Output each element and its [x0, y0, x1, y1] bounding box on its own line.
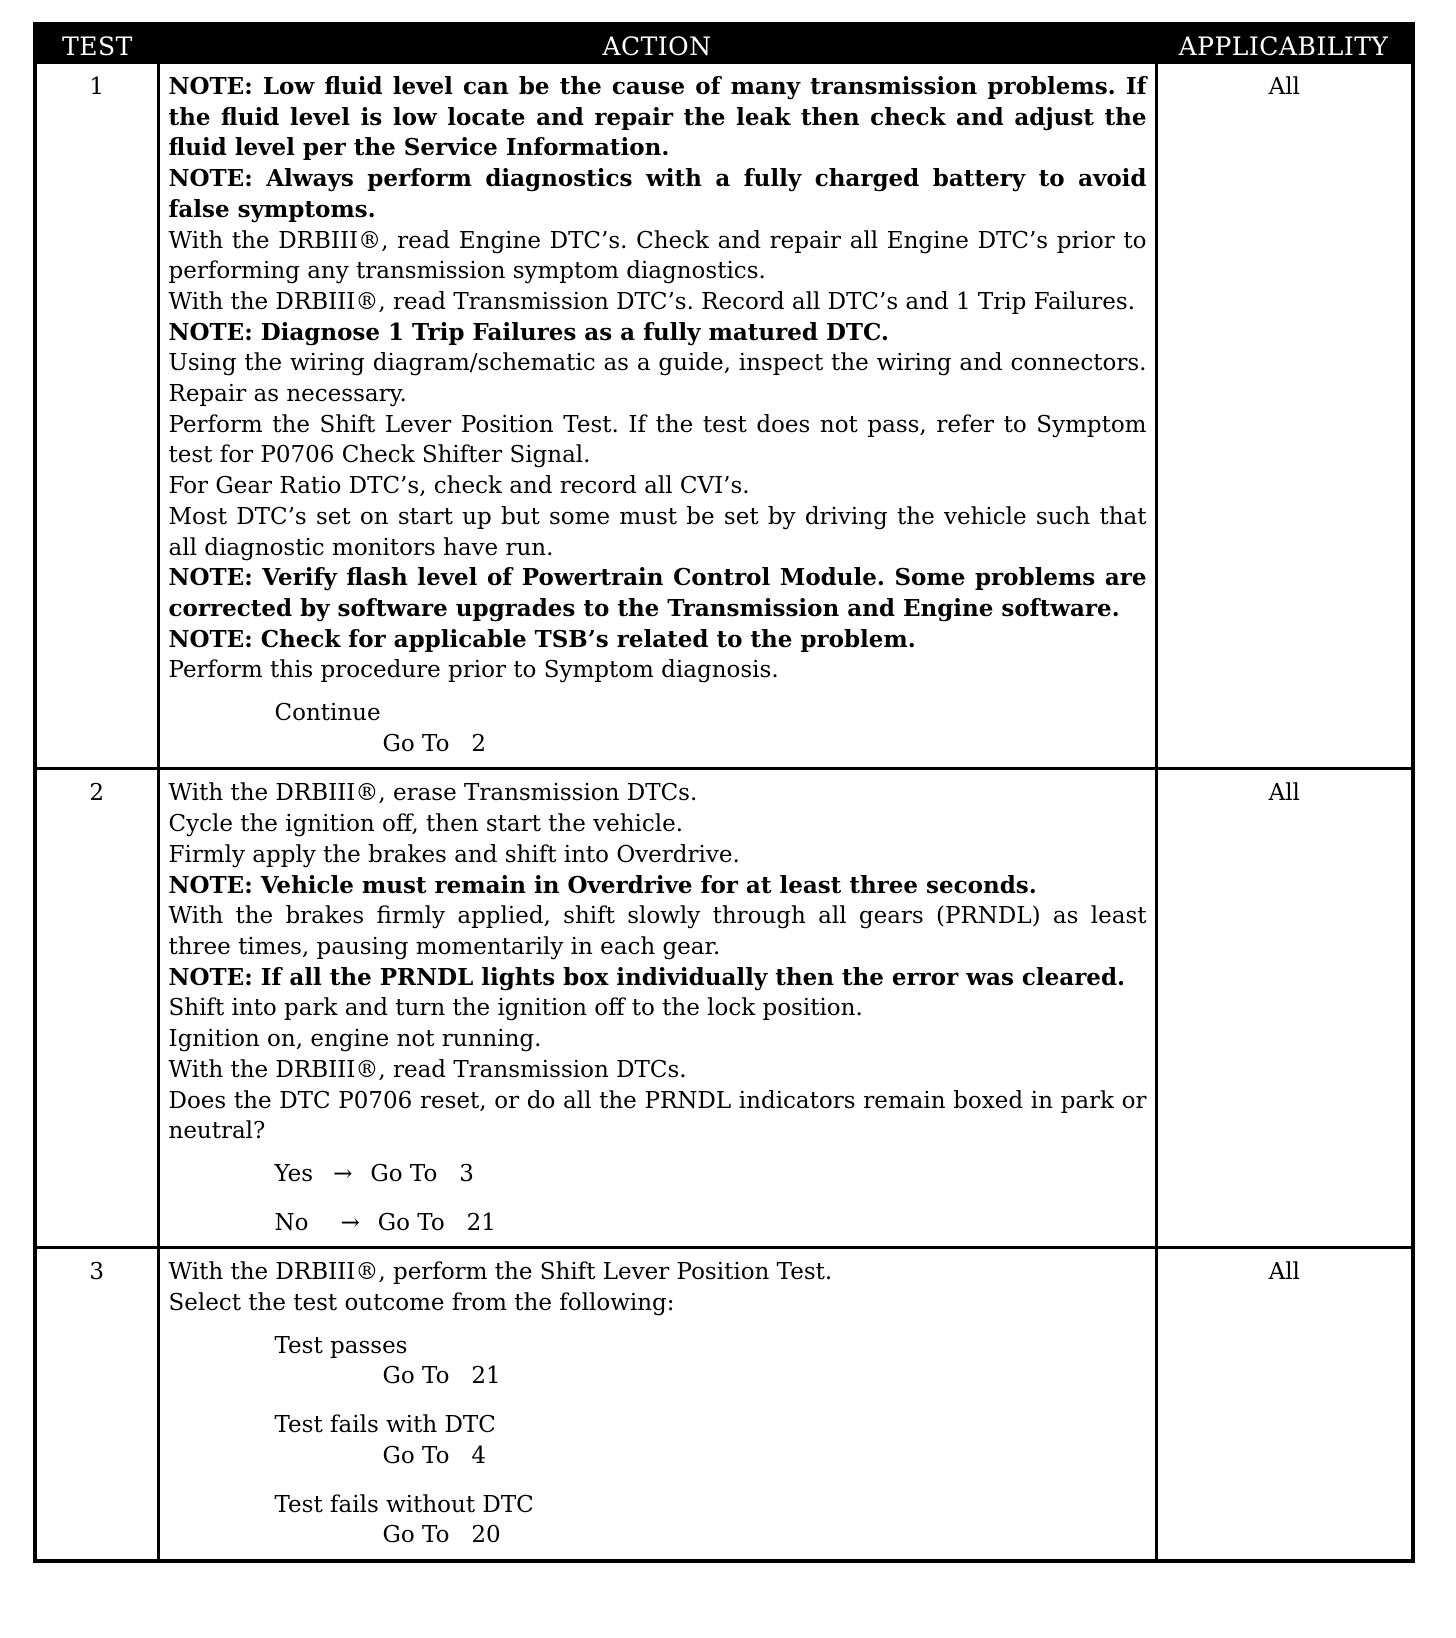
header-test: TEST — [35, 24, 158, 64]
goto-link[interactable]: Go To 4 — [382, 1442, 486, 1469]
action-line: For Gear Ratio DTC’s, check and record all CVI’s. — [168, 473, 750, 500]
outcome-item — [275, 1490, 1147, 1551]
outcome-label: Test fails without DTC — [274, 1491, 534, 1518]
action-line: Cycle the ignition off, then start the vehicle. — [168, 811, 684, 838]
test-number: 3 — [35, 1248, 158, 1561]
outcome-item — [275, 1331, 1147, 1392]
outcome-list — [169, 1331, 1147, 1551]
right-arrow-icon: → — [333, 1160, 353, 1187]
outcome-item — [275, 698, 1147, 759]
action-line: NOTE: If all the PRNDL lights box individually then the error was cleared. — [168, 963, 1126, 991]
action-line: NOTE: Verify flash level of Powertrain Control Module. Some problems are corrected by software upgrades to the Transmission and Engine software. — [168, 564, 1147, 622]
yes-no-list — [169, 1159, 1147, 1238]
action-line: With the brakes firmly applied, shift slowly through all gears (PRNDL) as least three times, pausing momentarily in each gear. — [168, 903, 1147, 960]
table-row — [35, 64, 1413, 769]
outcome-item — [275, 1410, 1147, 1471]
action-line: NOTE: Vehicle must remain in Overdrive for at least three seconds. — [168, 871, 1037, 899]
action-line: Does the DTC P0706 reset, or do all the PRNDL indicators remain boxed in park or neutral? — [168, 1087, 1147, 1145]
action-line: Ignition on, engine not running. — [168, 1026, 542, 1053]
outcome-label: Continue — [274, 700, 381, 727]
outcome-label: Test passes — [274, 1332, 408, 1359]
table-row — [35, 769, 1413, 1248]
answer-no-label: No — [274, 1209, 309, 1236]
outcome-label: Test fails with DTC — [274, 1412, 496, 1439]
action-line: Firmly apply the brakes and shift into Overdrive. — [168, 841, 740, 868]
action-line: With the DRBIII®, read Transmission DTCs. — [168, 1056, 687, 1083]
goto-link[interactable]: Go To 21 — [382, 1363, 501, 1390]
action-line: Using the wiring diagram/schematic as a guide, inspect the wiring and connectors. Repair as necessary. — [168, 350, 1147, 408]
applicability-value: All — [1156, 1248, 1413, 1561]
answer-yes-label: Yes — [274, 1160, 314, 1187]
goto-link[interactable]: Go To 2 — [382, 730, 486, 757]
header-action: ACTION — [158, 24, 1156, 64]
action-cell — [158, 1248, 1156, 1561]
no-outcome — [275, 1208, 1147, 1239]
applicability-value: All — [1156, 769, 1413, 1248]
test-number: 2 — [35, 769, 158, 1248]
action-line: NOTE: Diagnose 1 Trip Failures as a fully matured DTC. — [168, 318, 889, 346]
table-row — [35, 1248, 1413, 1561]
header-applicability: APPLICABILITY — [1156, 24, 1413, 64]
action-cell — [158, 769, 1156, 1248]
applicability-value: All — [1156, 64, 1413, 769]
action-line: Perform the Shift Lever Position Test. If the test does not pass, refer to Symptom test for P0706 Check Shifter Signal. — [168, 411, 1147, 469]
action-line: With the DRBIII®, read Transmission DTC’s. Record all DTC’s and 1 Trip Failures. — [168, 288, 1136, 315]
action-line: NOTE: Low fluid level can be the cause of many transmission problems. If the fluid level is low locate and repair the leak then check and adjust the fluid level per the Service Information. — [168, 73, 1147, 162]
action-line: With the DRBIII®, erase Transmission DTCs. — [168, 780, 698, 807]
diagnostic-table — [33, 22, 1415, 1563]
goto-link[interactable]: Go To 20 — [382, 1522, 501, 1549]
right-arrow-icon: → — [340, 1209, 360, 1236]
action-line: With the DRBIII®, perform the Shift Lever Position Test. — [168, 1259, 833, 1286]
action-cell — [158, 64, 1156, 769]
action-line: NOTE: Check for applicable TSB’s related to the problem. — [168, 625, 916, 653]
goto-link[interactable]: Go To 21 — [377, 1209, 496, 1236]
action-line: Most DTC’s set on start up but some must be set by driving the vehicle such that all diagnostic monitors have run. — [168, 503, 1147, 561]
action-line: NOTE: Always perform diagnostics with a fully charged battery to avoid false symptoms. — [168, 165, 1147, 223]
yes-outcome — [275, 1159, 1147, 1190]
action-line: With the DRBIII®, read Engine DTC’s. Check and repair all Engine DTC’s prior to performing any transmission symptom diagnostics. — [168, 227, 1147, 285]
outcome-list — [169, 698, 1147, 759]
goto-link[interactable]: Go To 3 — [370, 1160, 474, 1187]
table-header-row — [35, 24, 1413, 64]
action-line: Select the test outcome from the following: — [168, 1290, 675, 1317]
action-line: Shift into park and turn the ignition off to the lock position. — [168, 995, 863, 1022]
test-number: 1 — [35, 64, 158, 769]
action-line: Perform this procedure prior to Symptom diagnosis. — [168, 657, 779, 684]
